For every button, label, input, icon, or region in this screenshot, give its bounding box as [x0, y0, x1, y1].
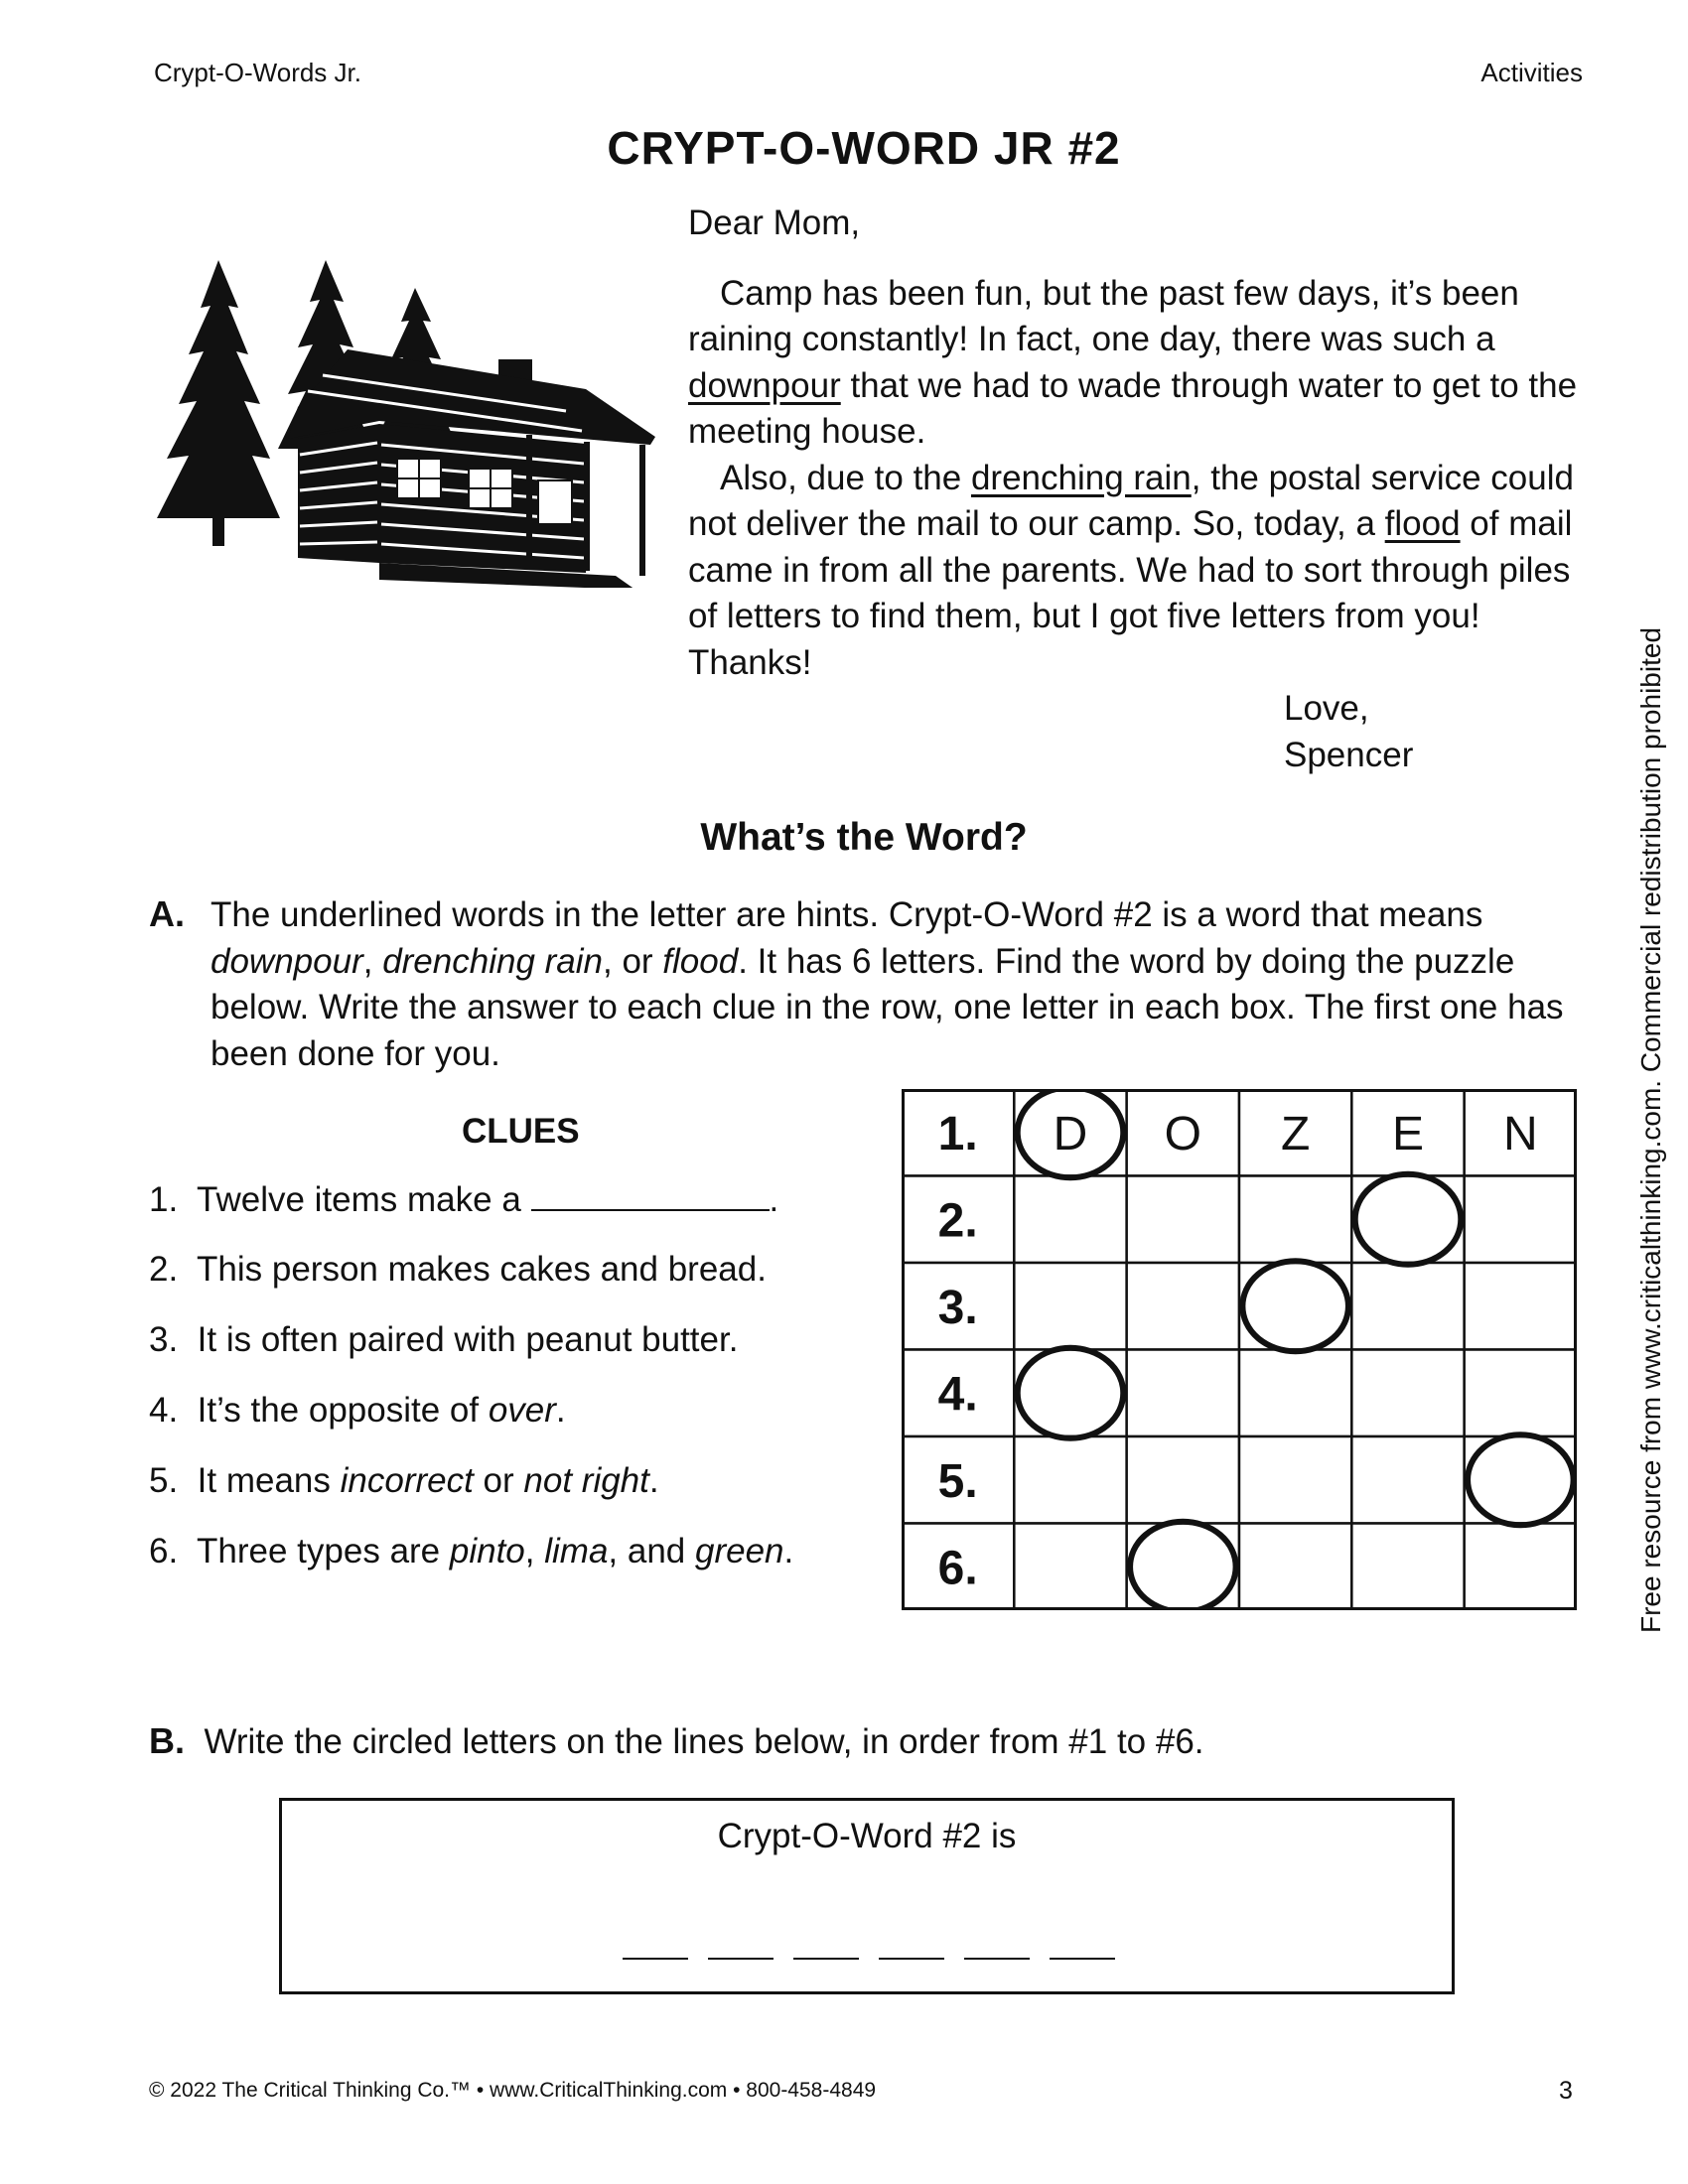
answer-line-2[interactable] [708, 1928, 774, 1960]
side-notice: Free resource from www.criticalthinking.com. Commercial redistribution prohibited [1635, 626, 1666, 1633]
clue-3: 3. It is often paired with peanut butter. [149, 1320, 739, 1359]
grid-letter: Z [1281, 1107, 1311, 1160]
clue-4: 4. It’s the opposite of over. [149, 1391, 566, 1430]
grid-cell[interactable] [1351, 1436, 1464, 1524]
grid-cell[interactable] [1465, 1350, 1577, 1437]
letter-paragraph-1: Camp has been fun, but the past few days, it’s been raining constantly! In fact, one day, there was such a downpour that we had to wade through water to get to the meeting house. [688, 273, 1578, 451]
row-label: 5. [937, 1454, 978, 1508]
hint-downpour: downpour [688, 365, 841, 405]
puzzle-grid [902, 1089, 1577, 1610]
letter-salutation: Dear Mom, [688, 204, 861, 242]
answer-label: Crypt-O-Word #2 is [717, 1817, 1017, 1855]
answer-line-4[interactable] [879, 1928, 944, 1960]
answer-blank[interactable] [531, 1179, 770, 1211]
answer-line-5[interactable] [964, 1928, 1030, 1960]
section-a-label: A. [149, 893, 185, 934]
row-label: 1. [937, 1107, 978, 1160]
row-label: 2. [937, 1194, 978, 1248]
grid-cell[interactable] [1239, 1524, 1351, 1611]
answer-box [279, 1798, 1455, 1994]
letter-body [688, 201, 1602, 778]
answer-lines [623, 1928, 1119, 1968]
grid-cell[interactable] [1465, 1263, 1577, 1350]
page-number: 3 [1559, 2077, 1573, 2105]
grid-cell[interactable] [1014, 1524, 1126, 1611]
grid-cell[interactable] [1351, 1524, 1464, 1611]
letter-paragraph-2: Also, due to the drenching rain, the postal service could not deliver the mail to our camp. So, today, a flood of mail came in from all the parents. We had to sort through piles of letters to find them, but I got five letters from you! Thanks! [688, 458, 1574, 682]
grid-cell[interactable] [1465, 1524, 1577, 1611]
grid-cell[interactable] [1239, 1436, 1351, 1524]
instructions-a: A. The underlined words in the letter are hints. Crypt-O-Word #2 is a word that means downpour, drenching rain, or flood. It has 6 letters. Find the word by doing the puzzle below. Write the answer to each clue in the row, one letter in each box. The first one has been done for you. [149, 893, 1564, 1073]
clue-5: 5. It means incorrect or not right. [149, 1461, 659, 1500]
answer-line-6[interactable] [1050, 1928, 1115, 1960]
section-heading: What’s the Word? [700, 816, 1028, 859]
grid-cell[interactable] [1014, 1436, 1126, 1524]
grid-cell[interactable] [1127, 1263, 1239, 1350]
clue-2: 2. This person makes cakes and bread. [149, 1250, 767, 1289]
answer-line-1[interactable] [623, 1928, 688, 1960]
clue-6: 6. Three types are pinto, lima, and green. [149, 1532, 794, 1570]
grid-letter: N [1502, 1107, 1538, 1160]
grid-cell[interactable] [1127, 1176, 1239, 1264]
clue-1: 1. Twelve items make a . [149, 1180, 779, 1219]
section-b-label: B. [149, 1720, 185, 1761]
running-header-section: Activities [1480, 58, 1583, 87]
row-label: 6. [937, 1542, 978, 1595]
letter-signature: Spencer [1284, 735, 1414, 774]
grid-cell[interactable] [1014, 1176, 1126, 1264]
grid-cell[interactable] [1239, 1176, 1351, 1264]
grid-cell[interactable] [1127, 1350, 1239, 1437]
running-header-title: Crypt-O-Words Jr. [154, 58, 361, 87]
footer-copyright: © 2022 The Critical Thinking Co.™ • www.CriticalThinking.com • 800-458-4849 [149, 2079, 877, 2102]
grid-letter: D [1053, 1107, 1088, 1160]
grid-letter: E [1391, 1107, 1425, 1160]
grid-cell[interactable] [1239, 1350, 1351, 1437]
grid-cell[interactable] [1465, 1176, 1577, 1264]
grid-cell[interactable] [1351, 1350, 1464, 1437]
grid-cell[interactable] [1351, 1263, 1464, 1350]
log-cabin-illustration [149, 260, 665, 588]
row-label: 4. [937, 1368, 978, 1422]
grid-letter: O [1164, 1107, 1202, 1160]
hint-flood: flood [1384, 504, 1461, 543]
page-title: CRYPT-O-WORD JR #2 [607, 122, 1121, 174]
hint-drenching-rain: drenching rain [970, 458, 1192, 497]
grid-cell[interactable] [1014, 1263, 1126, 1350]
letter-closing: Love, Spencer [1284, 689, 1414, 774]
instructions-b: B. Write the circled letters on the lines below, in order from #1 to #6. [149, 1720, 1204, 1761]
clues-heading: CLUES [462, 1112, 580, 1151]
grid-cell[interactable] [1127, 1436, 1239, 1524]
row-label: 3. [937, 1281, 978, 1334]
answer-line-3[interactable] [793, 1928, 859, 1960]
